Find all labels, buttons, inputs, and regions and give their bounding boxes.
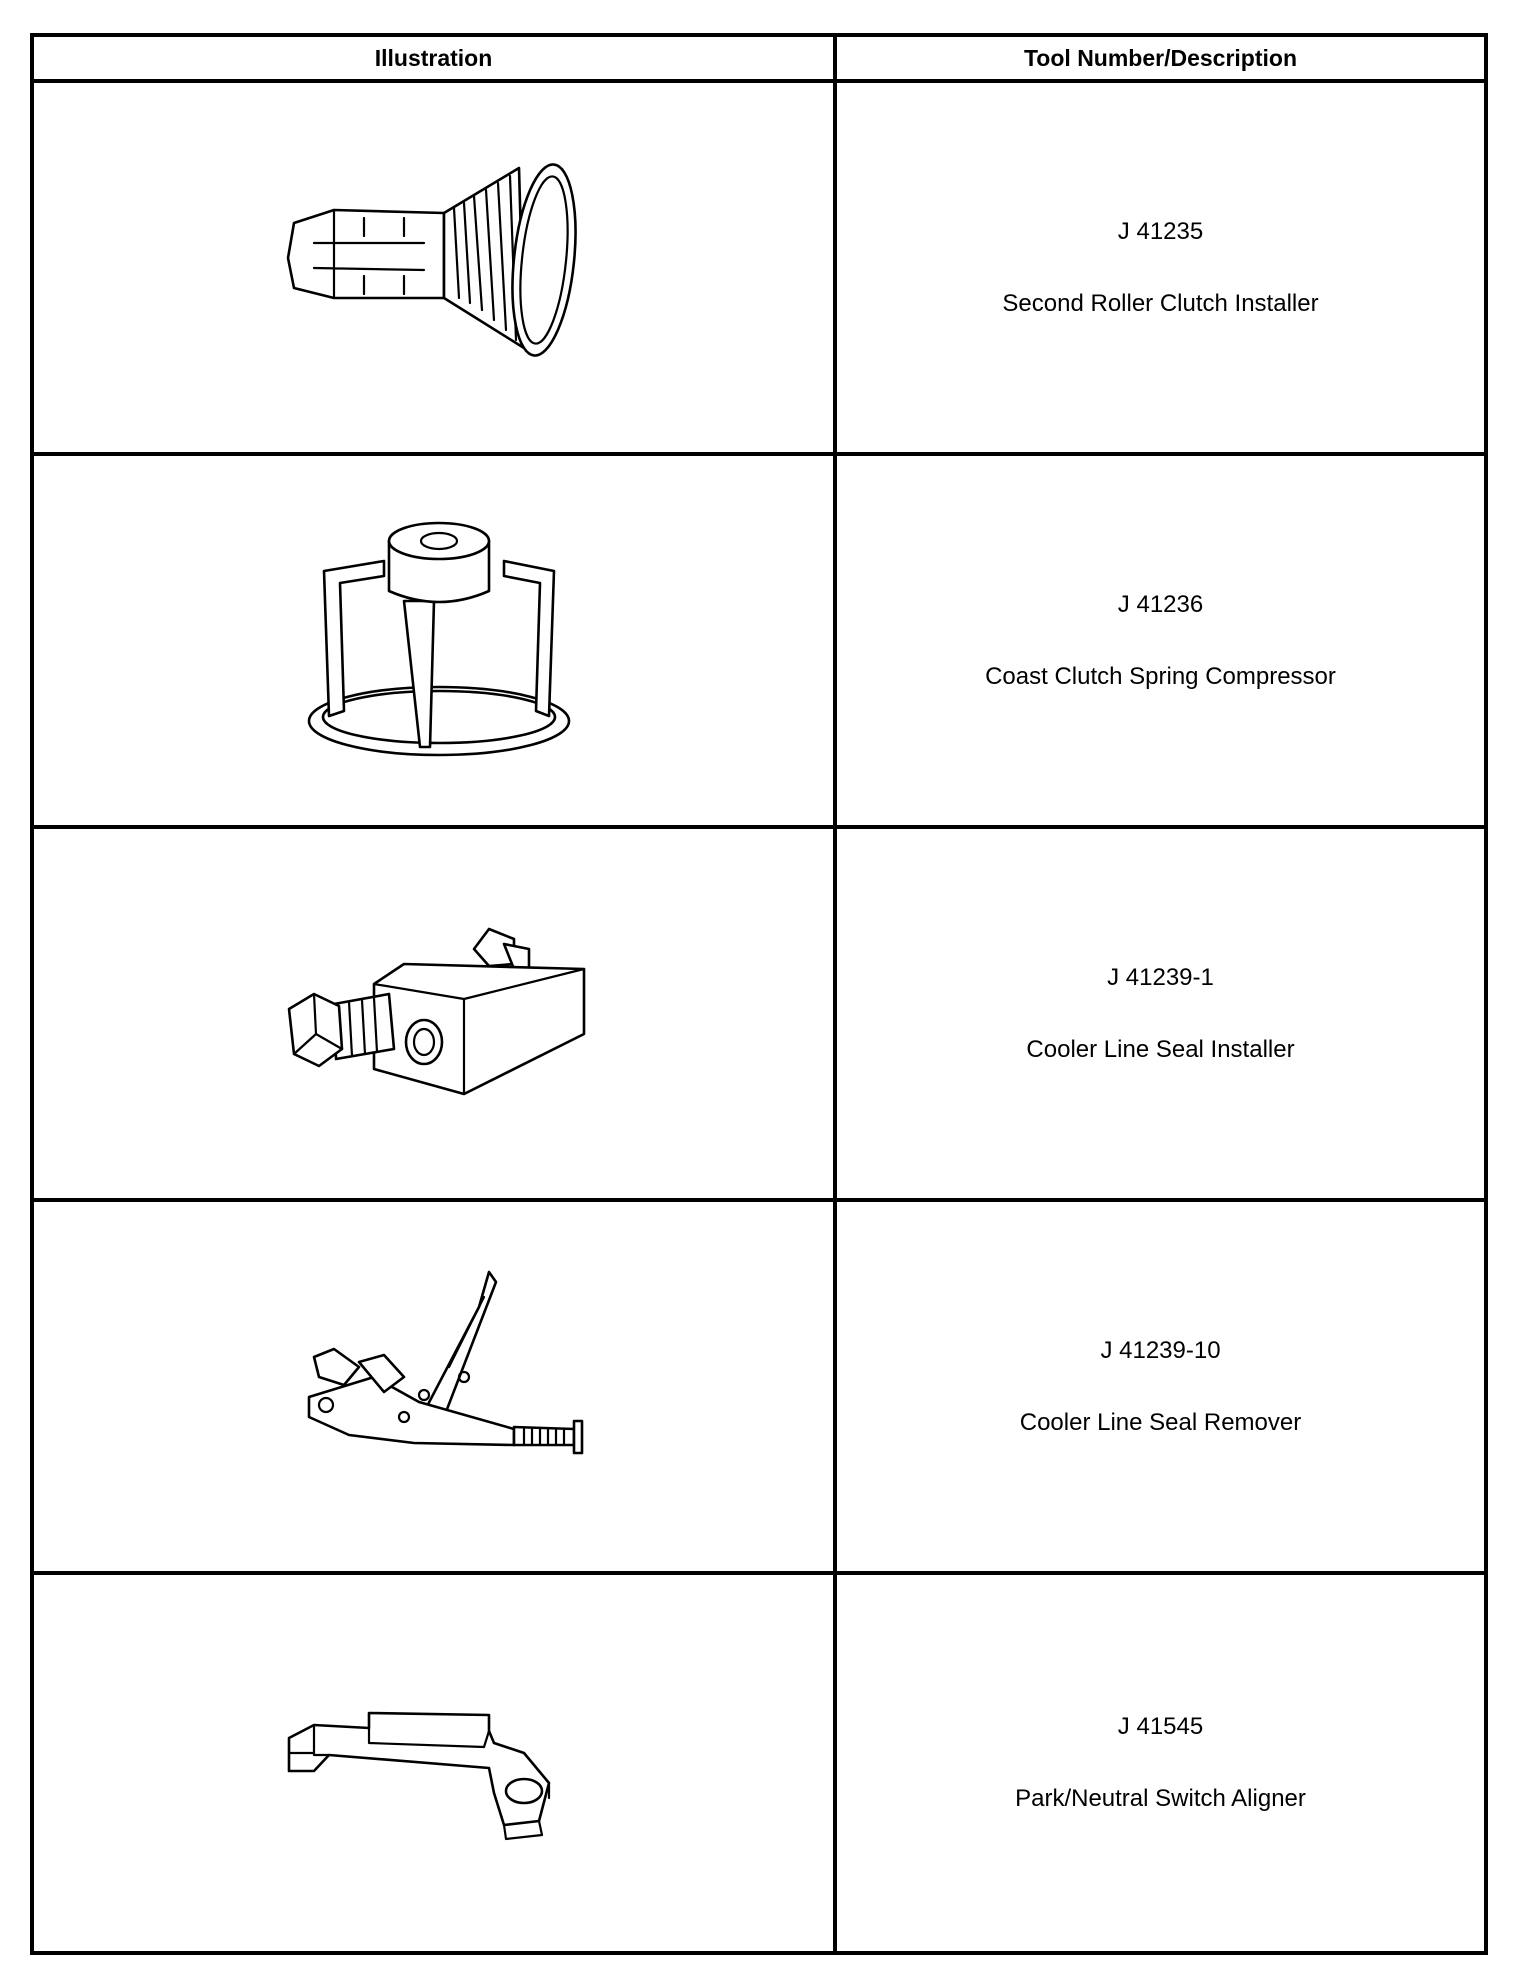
illustration-cell	[34, 829, 837, 1198]
illustration-cell	[34, 456, 837, 825]
spring-compressor-icon	[274, 521, 594, 761]
roller-clutch-installer-icon	[274, 148, 594, 388]
tool-number: J 41236	[1117, 590, 1204, 618]
table-row	[34, 83, 1484, 456]
tool-description: Park/Neutral Switch Aligner	[1015, 1785, 1306, 1812]
table-header-row	[34, 37, 1484, 83]
tool-description-cell	[837, 829, 1484, 1198]
table-row	[34, 1202, 1484, 1575]
illustration-cell	[34, 1202, 837, 1571]
illustration-header: Illustration	[34, 37, 837, 79]
tool-description: Second Roller Clutch Installer	[1002, 289, 1319, 317]
illustration-cell	[34, 83, 837, 452]
tool-description: Coast Clutch Spring Compressor	[985, 662, 1336, 690]
tool-number: J 41545	[1117, 1713, 1204, 1740]
table-row	[34, 1575, 1484, 1951]
tool-description: Cooler Line Seal Remover	[1019, 1408, 1302, 1436]
switch-aligner-icon	[274, 1643, 594, 1883]
tool-description-cell	[837, 83, 1484, 452]
tool-description-cell	[837, 456, 1484, 825]
tool-description-cell	[837, 1202, 1484, 1571]
table-row	[34, 829, 1484, 1202]
tool-number: J 41239-1	[1107, 963, 1214, 991]
tool-description-header: Tool Number/Description	[1023, 44, 1298, 71]
seal-remover-icon	[274, 1267, 594, 1507]
illustration-cell	[34, 1575, 837, 1951]
tool-number: J 41239-10	[1100, 1336, 1221, 1364]
tool-number: J 41235	[1117, 217, 1204, 245]
table-row	[34, 456, 1484, 829]
tool-description: Cooler Line Seal Installer	[1026, 1035, 1295, 1063]
seal-installer-icon	[274, 894, 594, 1134]
tool-description-cell	[837, 1575, 1484, 1951]
tool-table	[30, 33, 1488, 1955]
